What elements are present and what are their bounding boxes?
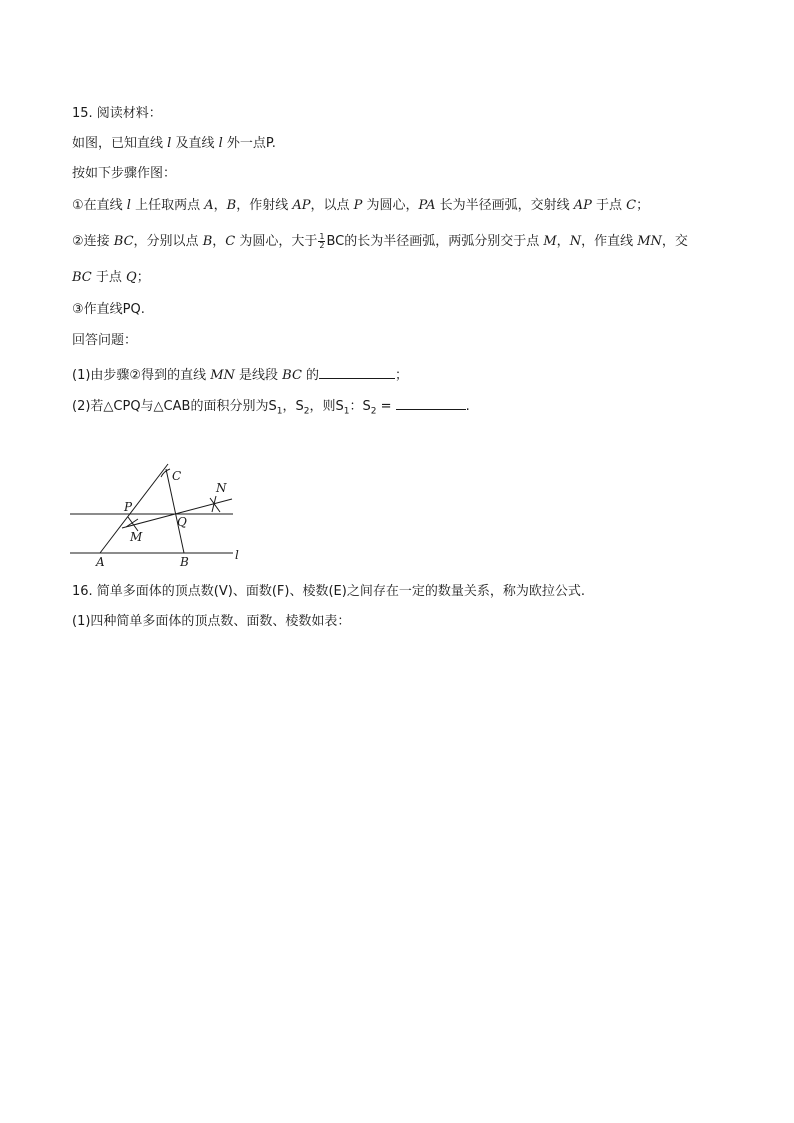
- q15-steps-label: 按如下步骤作图：: [72, 166, 177, 181]
- q15-part1: [72, 364, 408, 386]
- label-a: A: [96, 555, 105, 569]
- text-run: ，作射线: [236, 198, 293, 213]
- text-run: A: [204, 198, 214, 213]
- text-run: ，作直线: [581, 234, 638, 249]
- label-l: l: [235, 548, 239, 562]
- text-run: BC: [113, 234, 134, 249]
- text-run: ；: [136, 270, 150, 285]
- q15-title: 15. 阅读材料：: [72, 106, 162, 121]
- text-run: 是线段: [234, 368, 283, 383]
- text-run: 上任取两点: [130, 198, 205, 213]
- q15-answer-label: 回答问题：: [72, 333, 138, 348]
- text-run: PA: [418, 198, 436, 213]
- fraction-denominator: 2: [319, 241, 325, 250]
- label-b: B: [180, 555, 189, 569]
- subscript: 1: [276, 406, 283, 417]
- text-run: ，: [212, 234, 226, 249]
- text-run: ；: [636, 198, 650, 213]
- q15-part2: [72, 395, 470, 422]
- q16-part1: (1)四种简单多面体的顶点数、面数、棱数如表：: [72, 614, 351, 629]
- text-run: MN: [637, 234, 662, 249]
- fraction-one-half: [318, 233, 325, 250]
- text-run: 于点: [591, 198, 627, 213]
- text-run: 及直线: [171, 136, 219, 151]
- text-run: 于点: [91, 270, 127, 285]
- text-run: ②连接: [72, 234, 114, 249]
- text-run: P: [353, 198, 363, 213]
- text-run: (2)若△CPQ与△CAB的面积分别为S: [72, 399, 277, 414]
- text-run: M: [543, 234, 557, 249]
- answer-blank-2[interactable]: [396, 395, 466, 410]
- text-run: 如图，已知直线: [72, 136, 168, 151]
- subscript: 1: [343, 406, 350, 417]
- answer-blank-1[interactable]: [319, 364, 395, 379]
- geometry-figure: [60, 455, 260, 575]
- text-run: ；: [395, 368, 409, 383]
- text-run: 为圆心，大于: [235, 234, 318, 249]
- label-c: C: [172, 469, 182, 483]
- label-q: Q: [177, 515, 187, 529]
- q15-intro: [72, 134, 276, 154]
- q15-step2: [72, 232, 688, 252]
- text-run: =: [376, 399, 396, 414]
- text-run: ，: [556, 234, 570, 249]
- text-run: C: [225, 234, 236, 249]
- fraction-numerator: 1: [319, 232, 325, 241]
- text-run: ：S: [349, 399, 371, 414]
- text-run: ，分别以点: [133, 234, 203, 249]
- text-run: 为圆心，: [362, 198, 419, 213]
- q16-title: 16. 简单多面体的顶点数(V)、面数(F)、棱数(E)之间存在一定的数量关系，称为欧拉公式.: [72, 584, 585, 599]
- arc-c: [161, 469, 170, 477]
- text-run: MN: [210, 368, 235, 383]
- text-run: 长为半径画弧，交射线: [435, 198, 574, 213]
- text-run: l: [126, 198, 131, 213]
- text-run: ，: [213, 198, 227, 213]
- text-run: BC: [282, 368, 302, 383]
- text-run: l: [218, 136, 223, 151]
- text-run: ，S: [282, 399, 304, 414]
- q15-step1: [72, 196, 649, 216]
- text-run: 外一点P.: [222, 136, 276, 151]
- text-run: B: [226, 198, 237, 213]
- text-run: BC的长为半径画弧，两弧分别交于点: [326, 234, 544, 249]
- text-run: Q: [126, 270, 137, 285]
- q15-step2-cont: [72, 268, 150, 288]
- text-run: ①在直线: [72, 198, 127, 213]
- text-run: C: [626, 198, 637, 213]
- text-run: ，交: [661, 234, 688, 249]
- subscript: 2: [303, 406, 310, 417]
- label-p: P: [124, 500, 133, 514]
- text-run: AP: [292, 198, 311, 213]
- text-run: AP: [573, 198, 592, 213]
- text-run: l: [167, 136, 172, 151]
- label-n: N: [216, 481, 227, 495]
- text-run: BC: [72, 270, 92, 285]
- q15-step3: ③作直线PQ.: [72, 302, 145, 317]
- subscript: 2: [370, 406, 377, 417]
- label-m: M: [130, 530, 143, 544]
- text-run: ，则S: [309, 399, 344, 414]
- text-run: (1)由步骤②得到的直线: [72, 368, 211, 383]
- text-run: .: [465, 399, 470, 414]
- text-run: ，以点: [310, 198, 354, 213]
- text-run: N: [569, 234, 582, 249]
- text-run: 的: [301, 368, 320, 383]
- text-run: B: [202, 234, 213, 249]
